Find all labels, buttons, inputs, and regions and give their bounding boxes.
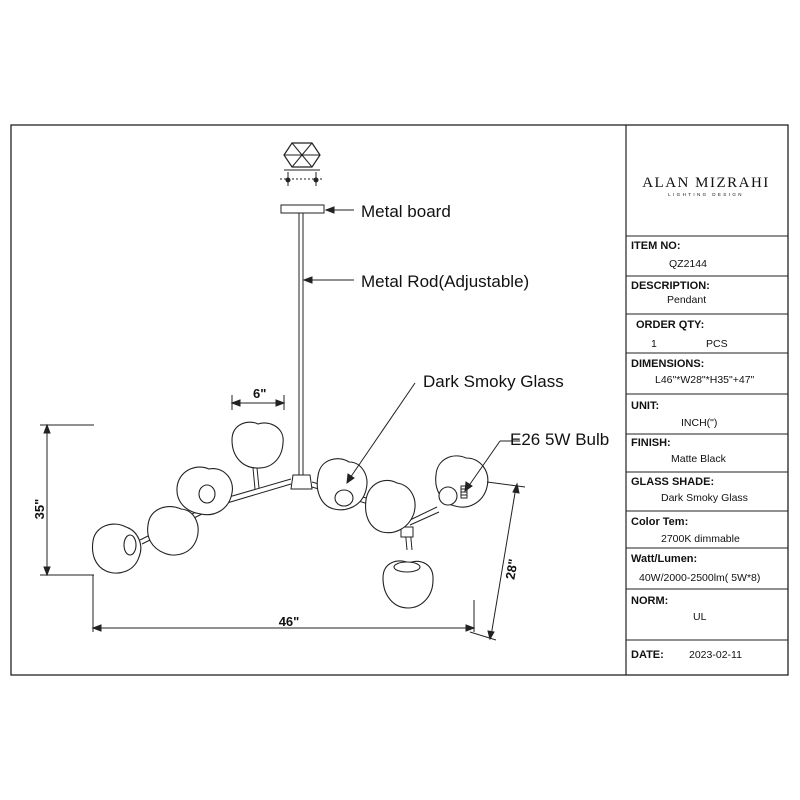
canopy-mount — [280, 143, 324, 186]
shade-1 — [232, 422, 283, 468]
callout-metal-board: Metal board — [361, 202, 451, 221]
dimensions-value: L46"*W28"*H35"+47" — [655, 374, 755, 386]
color-tem-value: 2700K dimmable — [661, 533, 740, 545]
dim-shade-width: 6" — [253, 386, 267, 401]
item-no-label: ITEM NO: — [631, 240, 681, 252]
glass-shades — [93, 422, 488, 608]
watt-lumen-value: 40W/2000-2500lm( 5W*8) — [639, 572, 761, 584]
date-label: DATE: — [631, 649, 664, 661]
callout-metal-rod: Metal Rod(Adjustable) — [361, 272, 530, 291]
color-tem-label: Color Tem: — [631, 516, 689, 528]
finish-label: FINISH: — [631, 437, 671, 449]
item-no-value: QZ2144 — [669, 258, 707, 270]
callout-bulb: E26 5W Bulb — [510, 430, 610, 449]
dimensions-label: DIMENSIONS: — [631, 358, 705, 370]
callout-leaders — [304, 207, 520, 491]
finish-value: Matte Black — [671, 453, 726, 465]
unit-label: UNIT: — [631, 400, 660, 412]
dim-width: 28" — [502, 557, 521, 581]
order-qty-value: 1 — [651, 338, 657, 350]
norm-label: NORM: — [631, 595, 669, 607]
dimension-lines — [40, 395, 525, 640]
callout-dark-smoky-glass: Dark Smoky Glass — [423, 372, 564, 391]
metal-rod — [299, 213, 303, 475]
brand-tagline: LIGHTING DESIGN — [668, 192, 744, 197]
unit-value: INCH(") — [681, 417, 718, 429]
brand-name: ALAN MIZRAHI — [642, 175, 770, 191]
metal-board — [281, 205, 324, 213]
brand-logo — [642, 175, 770, 197]
shade-3 — [148, 507, 199, 555]
order-qty-label: ORDER QTY: — [636, 319, 705, 331]
glass-shade-label: GLASS SHADE: — [631, 476, 715, 488]
dim-height: 35" — [32, 498, 47, 520]
date-value: 2023-02-11 — [689, 649, 742, 661]
watt-lumen-label: Watt/Lumen: — [631, 553, 698, 565]
glass-shade-value: Dark Smoky Glass — [661, 492, 748, 504]
norm-value: UL — [693, 611, 707, 623]
title-block — [626, 236, 788, 661]
description-value: Pendant — [667, 294, 707, 306]
shade-6 — [366, 480, 415, 532]
dim-length: 46" — [278, 614, 300, 629]
description-label: DESCRIPTION: — [631, 280, 710, 292]
order-qty-unit: PCS — [706, 338, 728, 350]
